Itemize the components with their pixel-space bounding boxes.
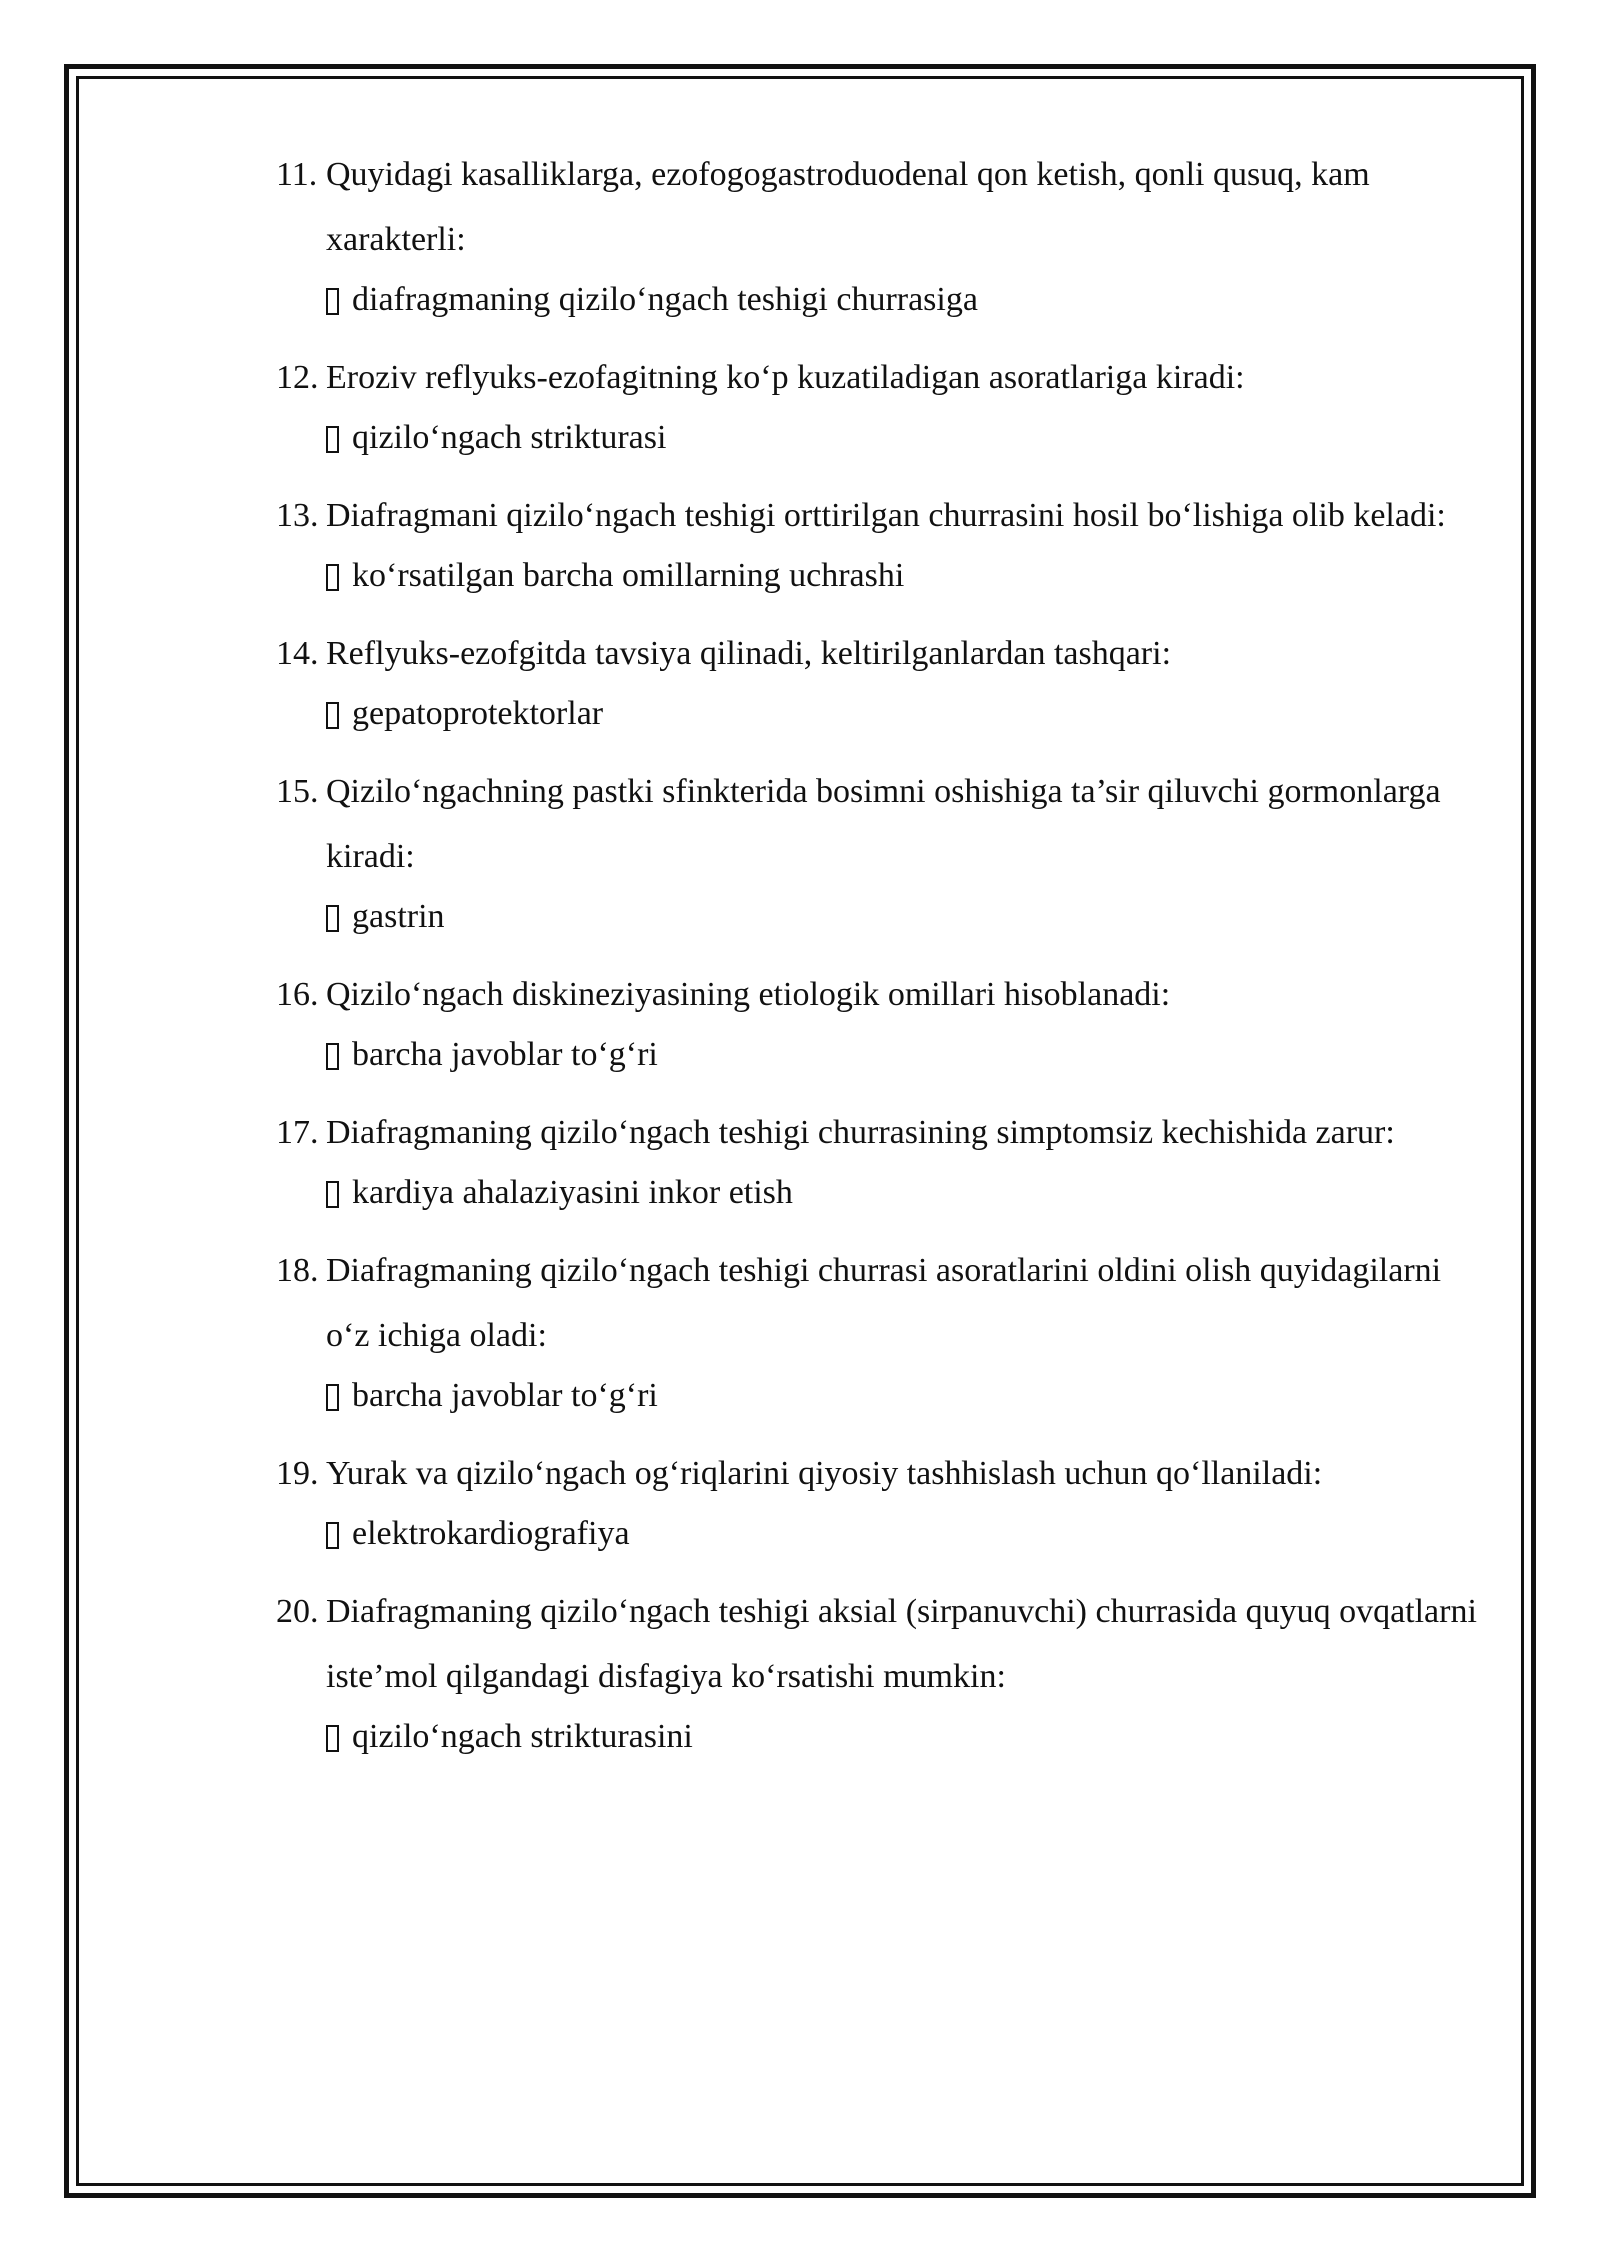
answer-text: ko‘rsatilgan barcha omillarning uchrashi xyxy=(352,557,905,594)
question-item xyxy=(0,962,1600,1027)
answer-item xyxy=(0,1378,1600,1414)
answer-item xyxy=(0,1037,1600,1073)
question-number: 20. xyxy=(276,1593,319,1630)
question-number: 12. xyxy=(276,359,319,396)
missing-glyph-icon xyxy=(326,1181,339,1208)
answer-text: gastrin xyxy=(352,898,445,935)
question-text: Qizilo‘ngachning pastki sfinkterida bosimni oshishiga ta’sir qiluvchi gormonlarga kiradi: xyxy=(326,773,1441,875)
question-number: 16. xyxy=(276,976,319,1013)
answer-text: qizilo‘ngach strikturasi xyxy=(352,419,667,456)
question-item xyxy=(0,621,1600,686)
question-text: Diafragmaning qizilo‘ngach teshigi churrasining simptomsiz kechishida zarur: xyxy=(326,1114,1395,1151)
question-text: Yurak va qizilo‘ngach og‘riqlarini qiyosiy tashhislash uchun qo‘llaniladi: xyxy=(326,1455,1323,1492)
answer-item xyxy=(0,899,1600,935)
question-number: 19. xyxy=(276,1455,319,1492)
missing-glyph-icon xyxy=(326,905,339,932)
answer-text: kardiya ahalaziyasini inkor etish xyxy=(352,1174,793,1211)
question-number: 11. xyxy=(276,156,318,193)
answer-text: gepatoprotektorlar xyxy=(352,695,604,732)
question-text: Eroziv reflyuks-ezofagitning ko‘p kuzatiladigan asoratlariga kiradi: xyxy=(326,359,1245,396)
question-item xyxy=(0,1579,1600,1709)
missing-glyph-icon xyxy=(326,702,339,729)
answer-item xyxy=(0,282,1600,318)
missing-glyph-icon xyxy=(326,564,339,591)
question-item xyxy=(0,1100,1600,1165)
answer-text: barcha javoblar to‘g‘ri xyxy=(352,1036,658,1073)
question-item xyxy=(0,483,1600,548)
question-item xyxy=(0,1441,1600,1506)
question-list xyxy=(0,142,1600,1782)
answer-item xyxy=(0,420,1600,456)
question-number: 15. xyxy=(276,773,319,810)
question-text: Quyidagi kasalliklarga, ezofogogastroduodenal qon ketish, qonli qusuq, kam xarakterli: xyxy=(326,156,1370,258)
question-item xyxy=(0,759,1600,889)
missing-glyph-icon xyxy=(326,1725,339,1752)
answer-item xyxy=(0,1516,1600,1552)
answer-text: barcha javoblar to‘g‘ri xyxy=(352,1377,658,1414)
missing-glyph-icon xyxy=(326,426,339,453)
question-item xyxy=(0,345,1600,410)
answer-text: qizilo‘ngach strikturasini xyxy=(352,1718,693,1755)
answer-item xyxy=(0,1175,1600,1211)
question-number: 14. xyxy=(276,635,319,672)
question-text: Diafragmani qizilo‘ngach teshigi orttirilgan churrasini hosil bo‘lishiga olib keladi: xyxy=(326,497,1446,534)
question-text: Reflyuks-ezofgitda tavsiya qilinadi, keltirilganlardan tashqari: xyxy=(326,635,1172,672)
missing-glyph-icon xyxy=(326,1043,339,1070)
answer-item xyxy=(0,558,1600,594)
question-number: 18. xyxy=(276,1252,319,1289)
answer-item xyxy=(0,696,1600,732)
missing-glyph-icon xyxy=(326,1384,339,1411)
question-item xyxy=(0,1238,1600,1368)
question-text: Qizilo‘ngach diskineziyasining etiologik omillari hisoblanadi: xyxy=(326,976,1171,1013)
answer-item xyxy=(0,1719,1600,1755)
answer-text: diafragmaning qizilo‘ngach teshigi churrasiga xyxy=(352,281,978,318)
answer-text: elektrokardiografiya xyxy=(352,1515,630,1552)
question-number: 13. xyxy=(276,497,319,534)
question-text: Diafragmaning qizilo‘ngach teshigi churrasi asoratlarini oldini olish quyidagilarni o‘z ichiga oladi: xyxy=(326,1252,1442,1354)
question-number: 17. xyxy=(276,1114,319,1151)
missing-glyph-icon xyxy=(326,1522,339,1549)
question-text: Diafragmaning qizilo‘ngach teshigi aksial (sirpanuvchi) churrasida quyuq ovqatlarni iste’mol qilgandagi disfagiya ko‘rsatishi mumkin: xyxy=(326,1593,1477,1695)
question-item xyxy=(0,142,1600,272)
missing-glyph-icon xyxy=(326,288,339,315)
